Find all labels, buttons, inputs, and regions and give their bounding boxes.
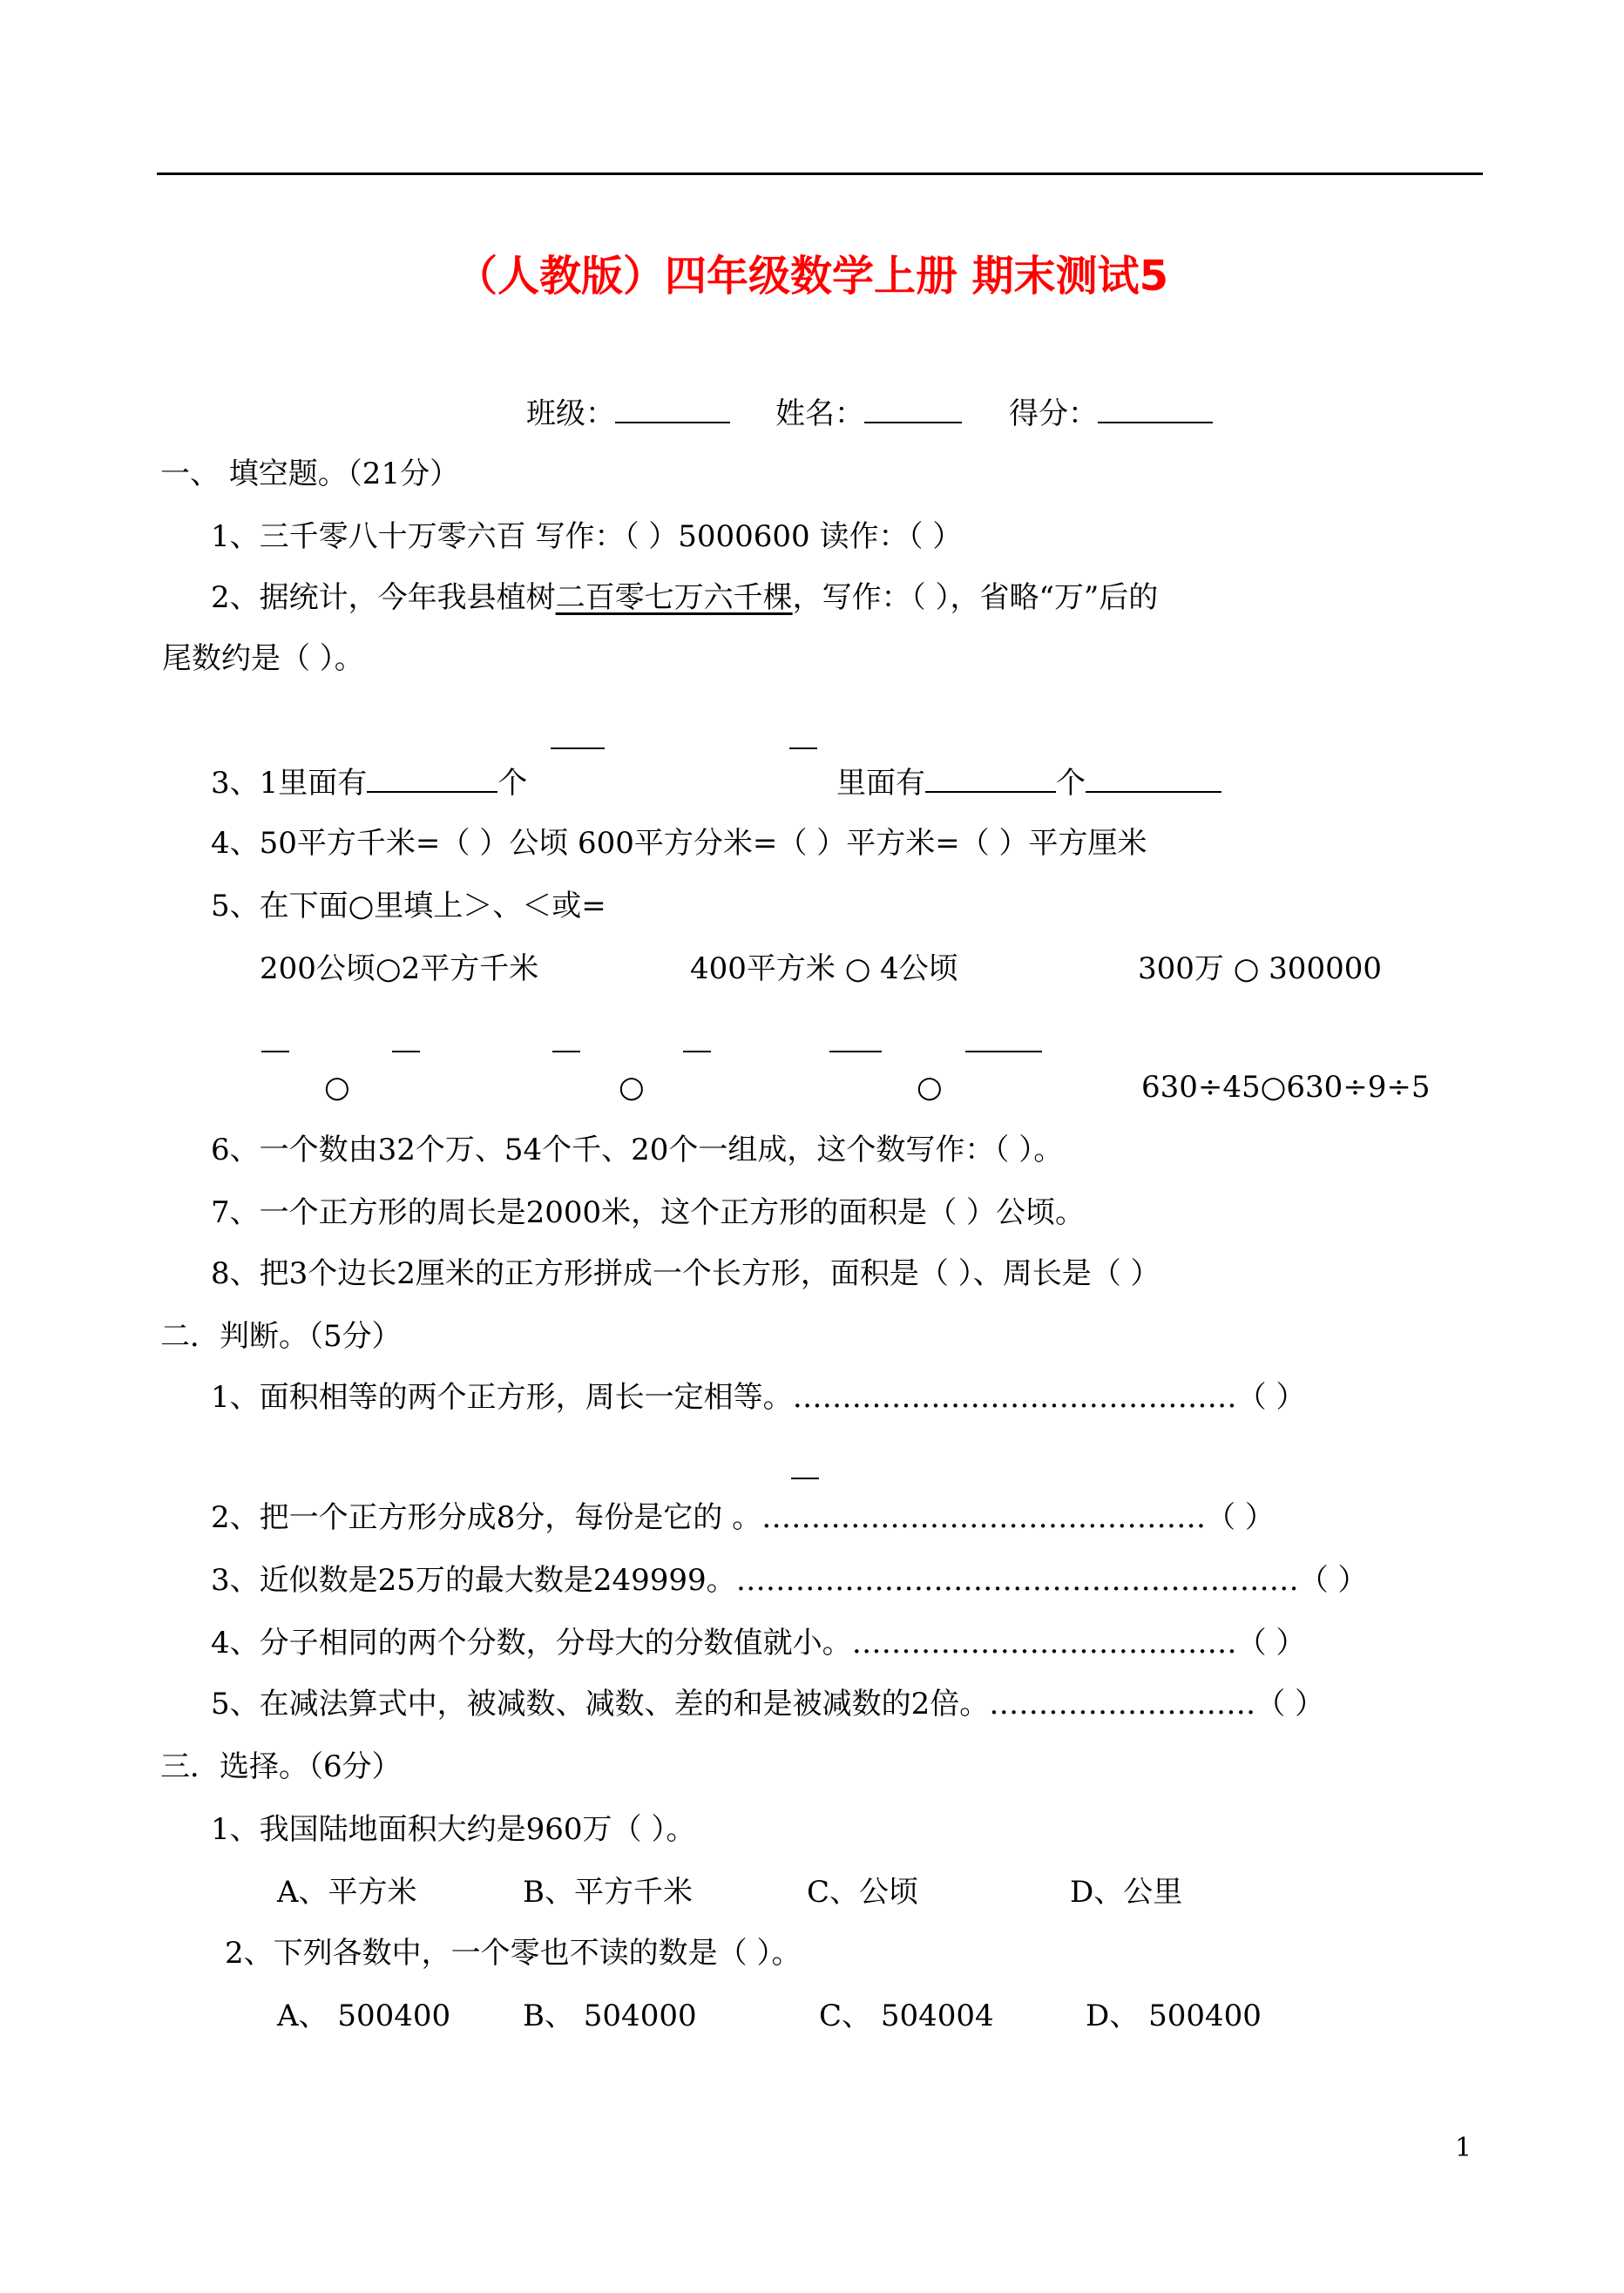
choice-option[interactable]: D、 500400 — [1086, 1999, 1262, 2033]
judge-item: 3、近似数是25万的最大数是249999。…………………………………………………（ ） — [211, 1563, 1368, 1598]
answer-blank[interactable] — [1086, 763, 1221, 793]
choice-question-2: 2、下列各数中，一个零也不读的数是（ ）。 — [225, 1936, 802, 1971]
choice-option[interactable]: D、公里 — [1070, 1875, 1183, 1910]
question-1-8: 8、把3个边长2厘米的正方形拼成一个长方形，面积是（ ）、周长是（ ） — [211, 1256, 1160, 1291]
fraction-bar — [551, 747, 605, 749]
compare-circle[interactable]: ○ — [917, 1070, 943, 1105]
score-blank[interactable] — [1098, 394, 1213, 423]
fraction-bar — [552, 1051, 580, 1052]
compare-circle[interactable]: ○ — [619, 1070, 645, 1105]
score-label: 得分： — [1009, 394, 1213, 431]
underlined-phrase: 二百零七万六千棵 — [555, 580, 793, 615]
name-label: 姓名： — [775, 394, 962, 431]
question-1-5: 5、在下面○里填上＞、＜或= — [211, 889, 606, 923]
page-number: 1 — [1455, 2133, 1472, 2163]
class-blank[interactable] — [615, 394, 730, 423]
fraction-bar — [789, 747, 817, 749]
fraction-bar — [392, 1051, 420, 1052]
section1-heading: 一、 填空题。（21分） — [160, 457, 460, 491]
fraction-bar — [261, 1051, 289, 1052]
judge-paren[interactable]: （ ） — [1236, 1380, 1306, 1415]
section2-heading: 二．判断。（5分） — [160, 1319, 402, 1354]
judge-paren[interactable]: （ ） — [1255, 1687, 1325, 1721]
question-1-1: 1、三千零八十万零六百 写作：（ ）5000600 读作：（ ） — [211, 519, 963, 554]
question-1-2-cont: 尾数约是（ ）。 — [162, 641, 364, 676]
question-1-3b: 里面有 个 — [836, 763, 1221, 801]
question-1-4: 4、50平方千米=（ ）公顷 600平方分米=（ ）平方米=（ ）平方厘米 — [211, 826, 1147, 861]
choice-option[interactable]: C、 504004 — [819, 1999, 994, 2033]
judge-paren[interactable]: （ ） — [1236, 1626, 1306, 1661]
section3-heading: 三．选择。（6分） — [160, 1749, 402, 1784]
choice-option[interactable]: C、公顷 — [807, 1875, 919, 1910]
compare-item: 400平方米 ○ 4公顷 — [690, 951, 958, 986]
fraction-bar — [965, 1051, 1042, 1052]
fraction-bar — [683, 1051, 711, 1052]
compare-item: 200公顷○2平方千米 — [260, 951, 539, 986]
choice-option[interactable]: A、平方米 — [277, 1875, 417, 1910]
compare-item: 300万 ○ 300000 — [1138, 951, 1382, 986]
judge-item: 1、面积相等的两个正方形，周长一定相等。………………………………………（ ） — [211, 1380, 1306, 1415]
compare-circle[interactable]: ○ — [324, 1070, 350, 1105]
judge-paren[interactable]: （ ） — [1298, 1563, 1368, 1598]
judge-item: 5、在减法算式中，被减数、减数、差的和是被减数的2倍。………………………（ ） — [211, 1687, 1325, 1721]
judge-item: 2、把一个正方形分成8分，每份是它的 。………………………………………（ ） — [211, 1500, 1275, 1535]
choice-question-1: 1、我国陆地面积大约是960万（ ）。 — [211, 1812, 696, 1847]
name-blank[interactable] — [864, 394, 962, 423]
choice-option[interactable]: B、平方千米 — [523, 1875, 693, 1910]
question-1-7: 7、一个正方形的周长是2000米，这个正方形的面积是（ ）公顷。 — [211, 1195, 1085, 1230]
top-rule — [157, 172, 1483, 175]
choice-option[interactable]: B、 504000 — [523, 1999, 697, 2033]
answer-blank[interactable] — [925, 763, 1056, 793]
question-1-3: 3、1里面有 个 — [211, 763, 527, 801]
page-title: （人教版）四年级数学上册 期末测试5 — [455, 252, 1169, 301]
question-1-6: 6、一个数由32个万、54个千、20个一组成，这个数写作：（ ）。 — [211, 1133, 1064, 1167]
choice-option[interactable]: A、 500400 — [277, 1999, 451, 2033]
question-1-2: 2、据统计，今年我县植树二百零七万六千棵，写作：（ ），省略“万”后的 — [211, 580, 1159, 615]
judge-item: 4、分子相同的两个分数，分母大的分数值就小。…………………………………（ ） — [211, 1626, 1306, 1661]
judge-paren[interactable]: （ ） — [1206, 1500, 1275, 1535]
compare-item: 630÷45○630÷9÷5 — [1141, 1070, 1431, 1105]
fraction-bar — [829, 1051, 882, 1052]
answer-blank[interactable] — [367, 763, 497, 793]
class-label: 班级： — [526, 394, 730, 431]
fraction-bar — [791, 1478, 819, 1479]
